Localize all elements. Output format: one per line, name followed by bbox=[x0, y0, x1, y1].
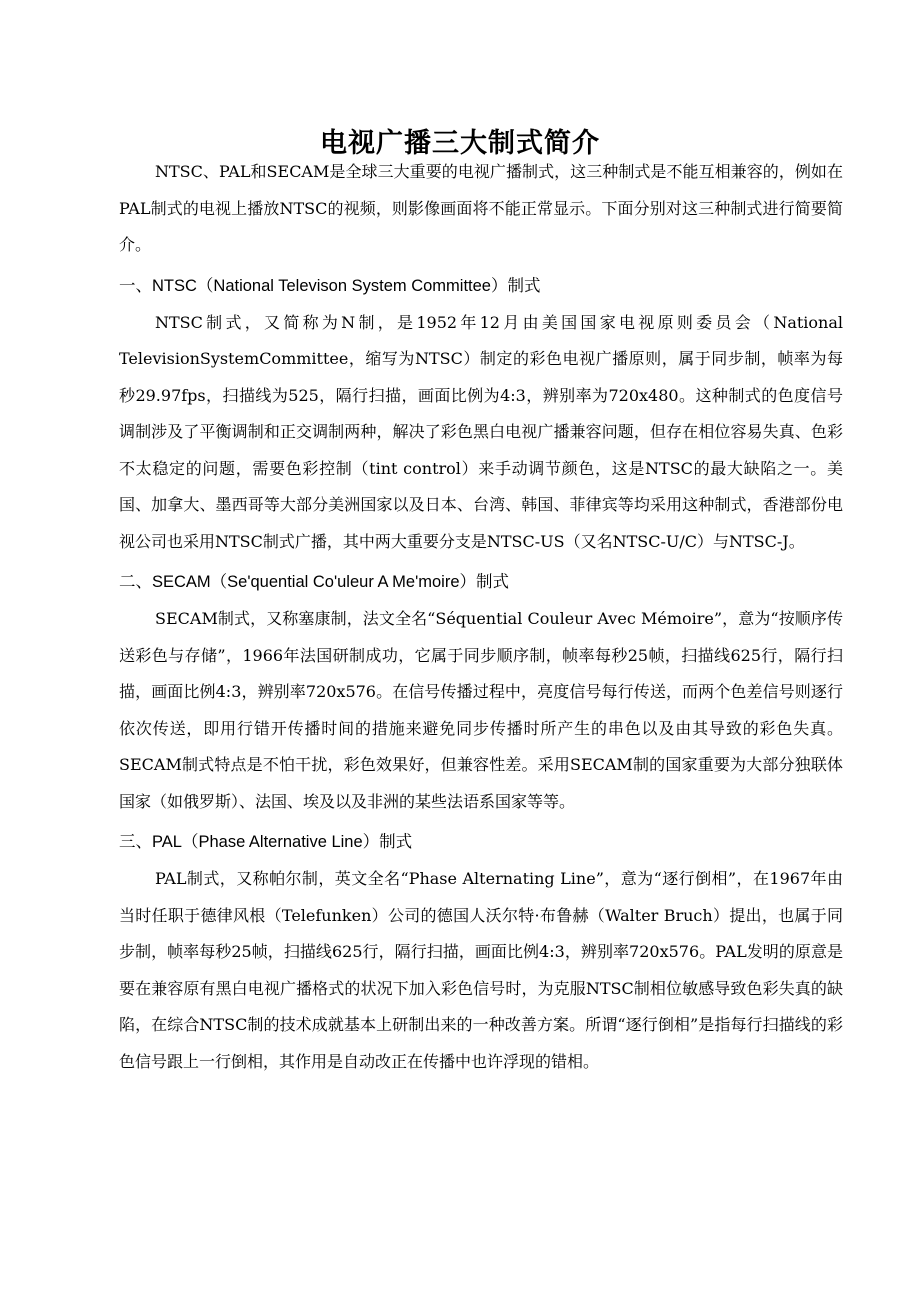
section-heading-ntsc: 一、NTSC（National Televison System Committee）制式 bbox=[119, 276, 541, 295]
document-title: 电视广播三大制式简介 bbox=[320, 128, 600, 160]
section-body-pal: PAL制式，又称帕尔制，英文全名“Phase Alternating Line”，意为“逐行倒相”，在1967年由当时任职于德律风根（Telefunken）公司的德国人沃尔特·布鲁赫（Walter Bruch）提出，也属于同步制，帧率每秒25帧，扫描线625行，隔行扫描，画面比例4:3，辨别率720x576。PAL发明的原意是要在兼容原有黑白电视广播格式的状况下加入彩色信号时，为克服NTSC制相位敏感导致色彩失真的缺陷，在综合NTSC制的技术成就基本上研制出来的一种改善方案。所谓“逐行倒相”是指每行扫描线的彩色信号跟上一行倒相，其作用是自动改正在传播中也许浮现的错相。 bbox=[119, 869, 843, 1071]
section-heading-pal: 三、PAL（Phase Alternative Line）制式 bbox=[119, 833, 413, 851]
intro-paragraph: NTSC、PAL和SECAM是全球三大重要的电视广播制式，这三种制式是不能互相兼容的，例如在PAL制式的电视上播放NTSC的视频，则影像画面将不能正常显示。下面分别对这三种制式进行简要简介。 bbox=[119, 162, 843, 254]
section-body-secam: SECAM制式，又称塞康制，法文全名“Séquential Couleur Avec Mémoire”，意为“按顺序传送彩色与存储”，1966年法国研制成功，它属于同步顺序制，帧率每秒25帧，扫描线625行，隔行扫描，画面比例4:3，辨别率720x576。在信号传播过程中，亮度信号每行传送，而两个色差信号则逐行依次传送，即用行错开传播时间的措施来避免同步传播时所产生的串色以及由其导致的彩色失真。SECAM制式特点是不怕干扰，彩色效果好，但兼容性差。采用SECAM制的国家重要为大部分独联体国家（如俄罗斯）、法国、埃及以及非洲的某些法语系国家等等。 bbox=[119, 609, 843, 811]
document-body bbox=[119, 154, 843, 1080]
section-body-ntsc: NTSC制式，又简称为N制，是1952年12月由美国国家电视原则委员会（National TelevisionSystemCommittee，缩写为NTSC）制定的彩色电视广播原则，属于同步制，帧率为每秒29.97fps，扫描线为525，隔行扫描，画面比例为4:3，辨别率为720x480。这种制式的色度信号调制涉及了平衡调制和正交调制两种，解决了彩色黑白电视广播兼容问题，但存在相位容易失真、色彩不太稳定的问题，需要色彩控制（tint control）来手动调节颜色，这是NTSC的最大缺陷之一。美国、加拿大、墨西哥等大部分美洲国家以及日本、台湾、韩国、菲律宾等均采用这种制式，香港部份电视公司也采用NTSC制式广播，其中两大重要分支是NTSC-US（又名NTSC-U/C）与NTSC-J。 bbox=[119, 312, 843, 551]
section-heading-secam: 二、SECAM（Se'quential Co'uleur A Me'moire）制式 bbox=[119, 573, 510, 591]
